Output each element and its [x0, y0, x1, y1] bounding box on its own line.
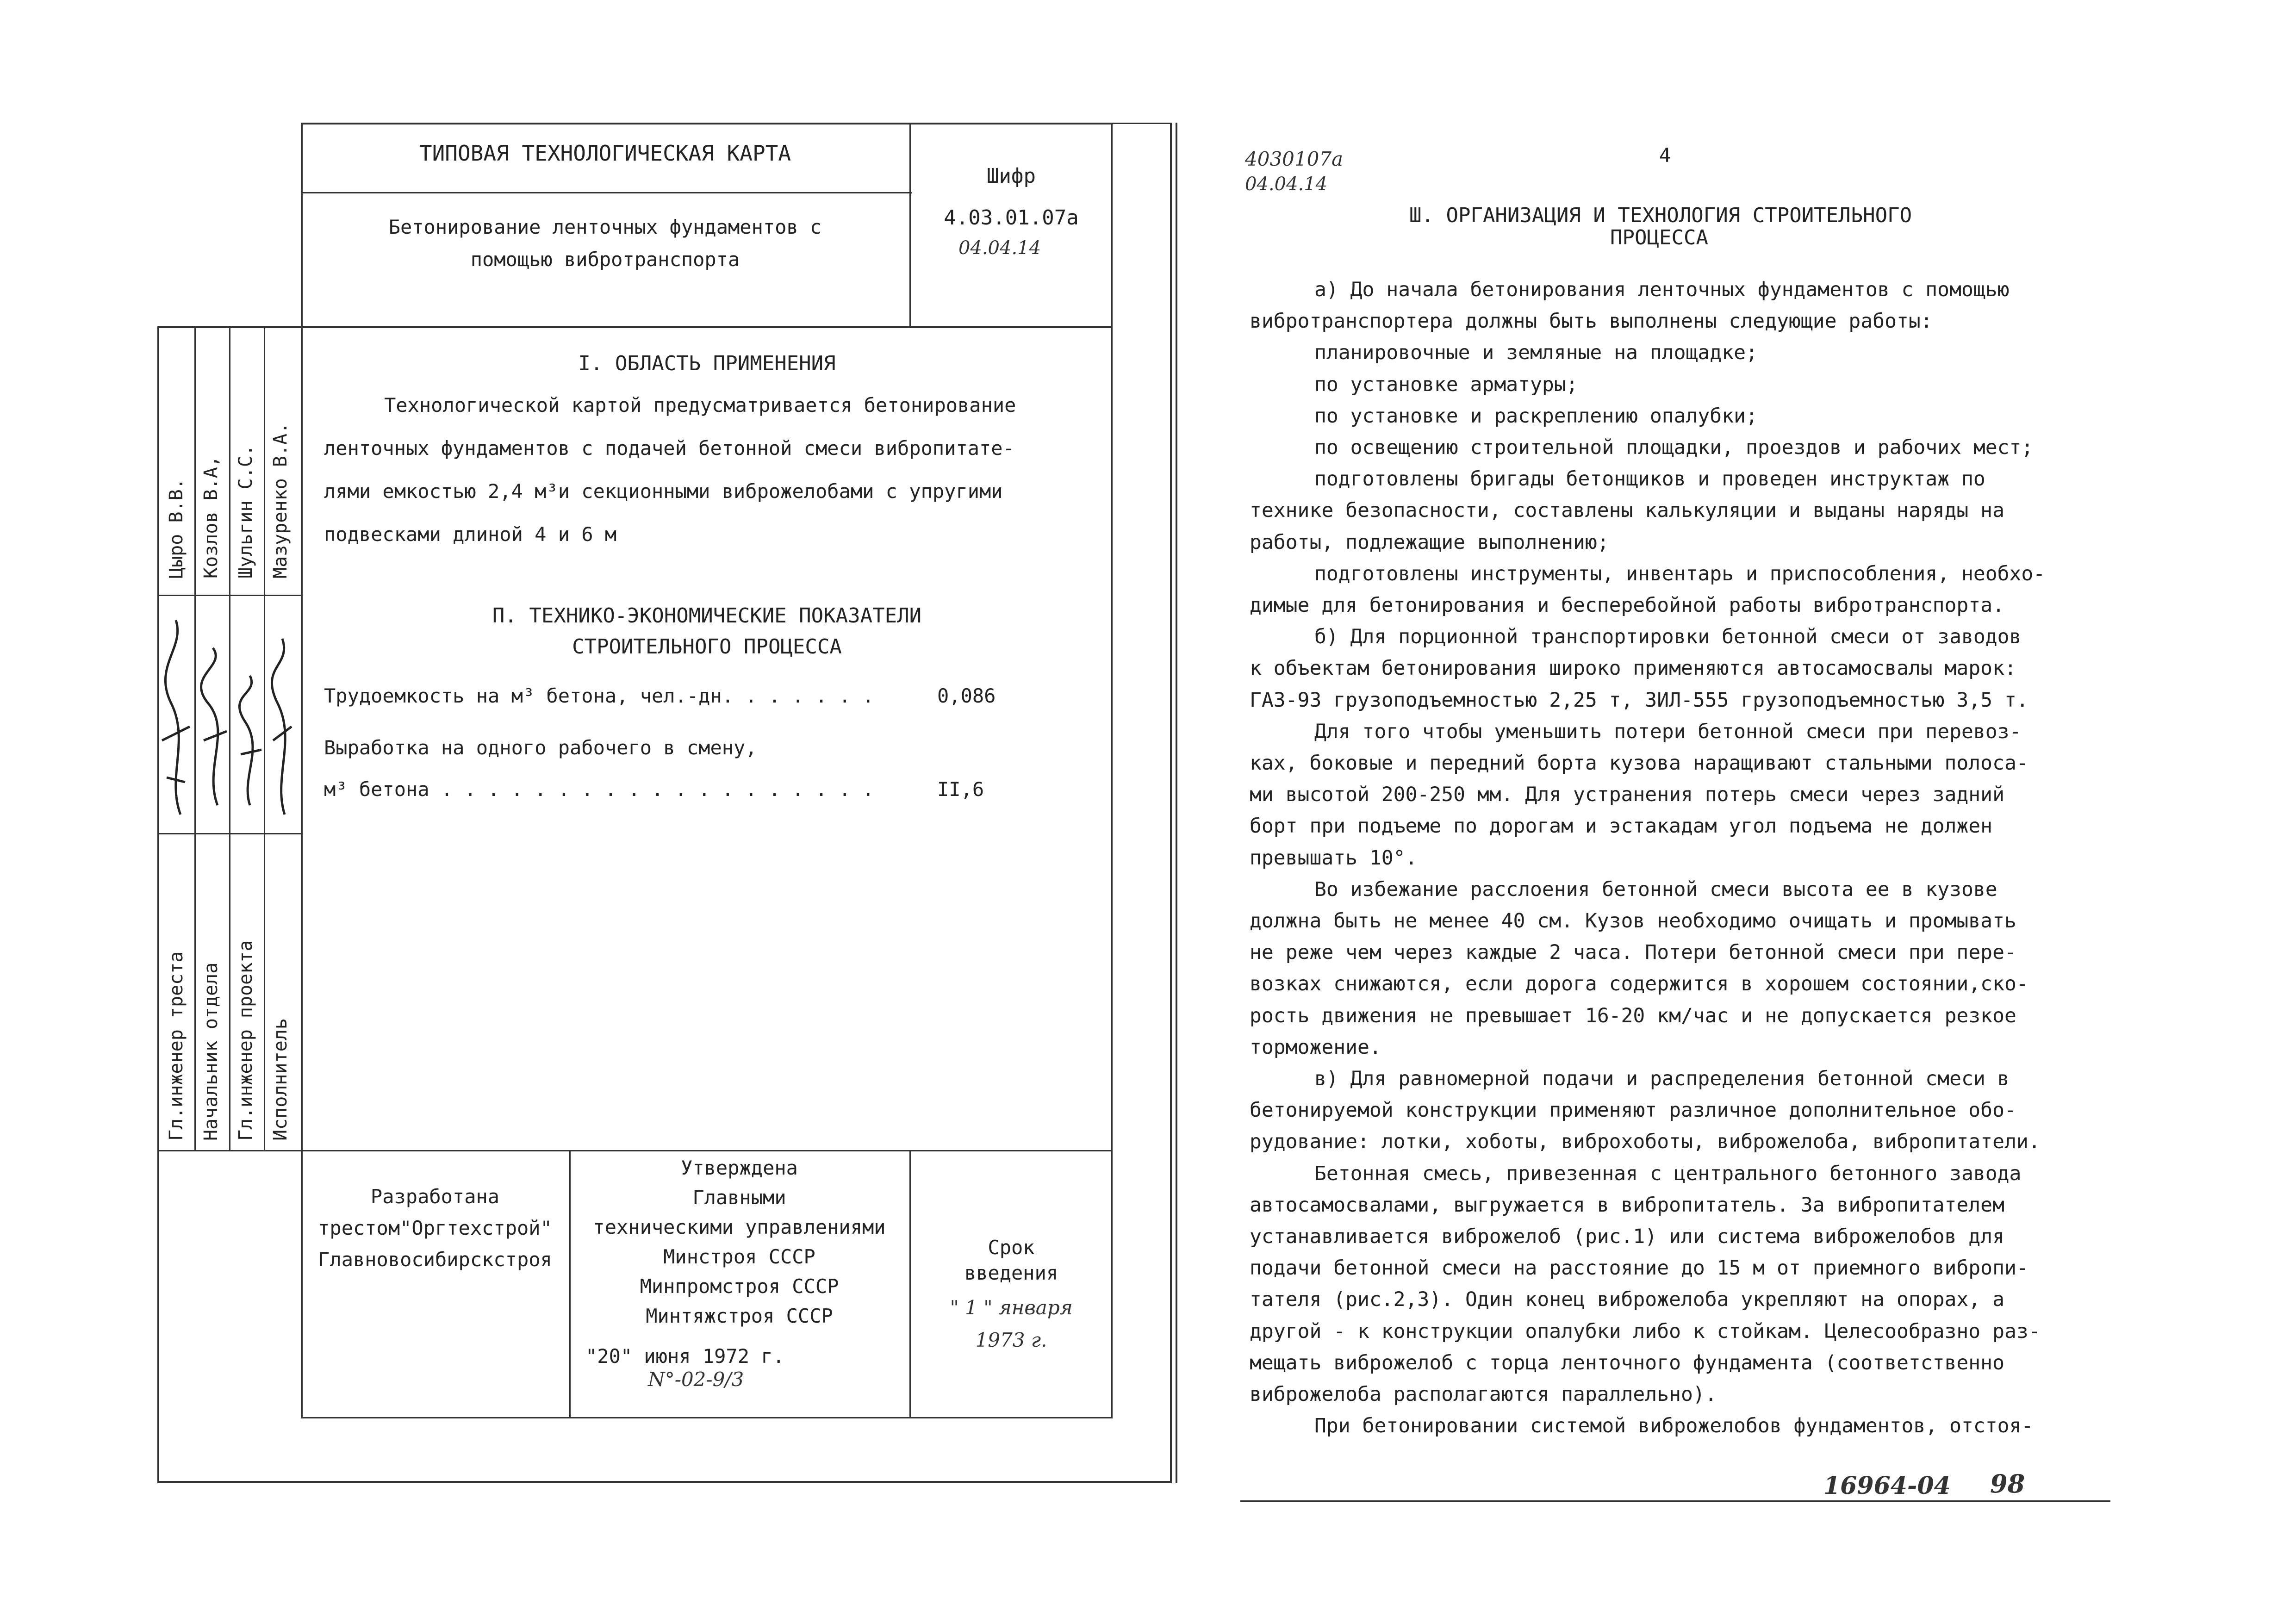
body-line: ми высотой 200-250 мм. Для устранения потерь смеси через задний: [1250, 783, 2004, 807]
approved-line-3: техническими управлениями: [593, 1216, 886, 1238]
body-line: автосамосвалами, выгружается в вибропитатель. За вибропитателем: [1250, 1193, 2004, 1217]
position-2: Начальник отдела: [200, 962, 222, 1141]
approved-line-5: Минпромстроя СССР: [640, 1275, 839, 1298]
body-line: технике безопасности, составлены калькуляции и выданы наряды на: [1250, 499, 2004, 522]
section-3-heading-1: Ш. ОРГАНИЗАЦИЯ И ТЕХНОЛОГИЯ СТРОИТЕЛЬНОГО: [1409, 204, 1912, 227]
body-line: устанавливается виброжелоб (рис.1) или система виброжелобов для: [1250, 1225, 2004, 1248]
body-line: ГАЗ-93 грузоподъемностью 2,25 т, ЗИЛ-555 грузоподъемностью 3,5 т.: [1250, 688, 2028, 712]
body-line: б) Для порционной транспортировки бетонной смеси от заводов: [1314, 625, 2022, 649]
position-1: Гл.инженер треста: [166, 951, 187, 1141]
body-line: мещать виброжелоб с торца ленточного фундамента (соответственно: [1250, 1351, 2004, 1374]
position-3: Гл.инженер проекта: [235, 940, 256, 1141]
body-line: подготовлены бригады бетонщиков и проведен инструктаж по: [1314, 467, 1985, 491]
cipher-handwritten: 04.04.14: [958, 237, 1041, 259]
frame-top-right: [1111, 123, 1171, 124]
cipher-value: 4.03.01.07а: [944, 206, 1079, 230]
section-1-line-2: ленточных фундаментов с подачей бетонной смеси вибропитате-: [324, 437, 1014, 460]
footer-page: 98: [1990, 1469, 2025, 1499]
body-line: подачи бетонной смеси на расстояние до 15 м от приемного вибропи-: [1250, 1256, 2028, 1280]
approved-number: N°-02-9/3: [648, 1368, 744, 1391]
signature-top: [157, 595, 301, 596]
body-line: ках, боковые и передний борта кузова наращивают стальными полоса-: [1250, 752, 2028, 775]
subject-line-2: помощью вибротранспорта: [470, 248, 740, 271]
title-divider: [301, 192, 912, 193]
position-4: Исполнитель: [270, 1018, 291, 1141]
indicator-2-label-1: Выработка на одного рабочего в смену,: [324, 736, 757, 759]
body-line: Во избежание расслоения бетонной смеси высота ее в кузове: [1314, 877, 1997, 901]
term-label-2: введения: [964, 1262, 1058, 1284]
approval-div-2: [909, 1150, 911, 1418]
section-3-heading-2: ПРОЦЕССА: [1610, 226, 1708, 249]
body-line: тателя (рис.2,3). Один конец виброжелоба укрепляют на опорах, а: [1250, 1288, 2004, 1312]
frame-top: [301, 123, 1113, 124]
body-line: другой - к конструкции опалубки либо к стойкам. Целесообразно раз-: [1250, 1319, 2041, 1343]
section-2-heading-1: П. ТЕХНИКО-ЭКОНОМИЧЕСКИЕ ПОКАЗАТЕЛИ: [492, 604, 922, 628]
body-line: борт при подъеме по дорогам и эстакадам угол подъема не должен: [1250, 815, 1993, 838]
section-1-line-1: Технологической картой предусматривается бетонирование: [384, 394, 1016, 417]
indicator-2-label-2: м³ бетона . . . . . . . . . . . . . . . . . . .: [324, 778, 874, 801]
body-line: по освещению строительной площадки, проездов и рабочих мест;: [1314, 436, 2034, 459]
frame-bottom: [157, 1481, 1171, 1483]
developed-line-1: Разработана: [370, 1185, 500, 1208]
developed-line-2: трестом"Оргтехстрой": [318, 1217, 552, 1239]
body-line: должна быть не менее 40 см. Кузов необходимо очищать и промывать: [1250, 909, 2016, 933]
approved-line-1: Утверждена: [681, 1157, 798, 1179]
cipher-label: Шифр: [987, 164, 1036, 188]
body-line: к объектам бетонирования широко применяются автосамосвалы марок:: [1250, 657, 2016, 680]
cipher-divider: [909, 123, 911, 326]
body-line: превышать 10°.: [1250, 846, 1418, 870]
body-line: виброжелоба располагаются параллельно).: [1250, 1383, 1717, 1406]
body-line: рость движения не превышает 16-20 км/час и не допускается резкое: [1250, 1004, 2016, 1027]
side-bottom: [157, 1150, 301, 1151]
body-line: подготовлены инструменты, инвентарь и приспособления, необхо-: [1314, 562, 2046, 585]
body-line: работы, подлежащие выполнению;: [1250, 530, 1609, 554]
body-line: по установке и раскреплению опалубки;: [1314, 404, 1758, 428]
frame-left-inner: [301, 123, 303, 1418]
code-handwritten-2: 04.04.14: [1245, 174, 1328, 195]
body-line: димые для бетонирования и бесперебойной работы вибротранспорта.: [1250, 594, 2004, 617]
signatory-4: Мазуренко В.А.: [270, 422, 291, 578]
section-1-line-3: лями емкостью 2,4 м³и секционными виброжелобами с упругими: [324, 480, 1003, 503]
signatures-image: [111, 602, 296, 824]
approved-line-4: Минстроя СССР: [663, 1245, 815, 1268]
body-line: Для того чтобы уменьшить потери бетонной смеси при перевоз-: [1314, 720, 2022, 743]
approved-line-6: Минтяжстроя СССР: [646, 1305, 833, 1327]
body-line: возках снижаются, если дорога содержится в хорошем состоянии,ско-: [1250, 972, 2028, 996]
signatory-2: Козлов В.А,: [200, 456, 222, 578]
body-line: а) До начала бетонирования ленточных фундаментов с помощью: [1314, 278, 2010, 301]
body-line: торможение.: [1250, 1035, 1381, 1059]
code-handwritten-1: 4030107а: [1245, 148, 1344, 170]
approval-div-1: [569, 1150, 571, 1418]
indicator-2-value: II,6: [937, 778, 984, 801]
approved-line-2: Главными: [692, 1186, 786, 1209]
section-2-heading-2: СТРОИТЕЛЬНОГО ПРОЦЕССА: [572, 635, 842, 659]
signature-bottom: [157, 833, 301, 834]
section-1-heading: I. ОБЛАСТЬ ПРИМЕНЕНИЯ: [578, 352, 836, 375]
body-line: планировочные и земляные на площадке;: [1314, 341, 1758, 365]
approval-bottom: [301, 1417, 1113, 1418]
body-line: бетонируемой конструкции применяют различное дополнительное обо-: [1250, 1099, 2016, 1122]
right-page-fold: [1176, 123, 1177, 1483]
page-number: 4: [1659, 144, 1671, 167]
term-label-1: Срок: [988, 1236, 1035, 1259]
footer-rule: [1240, 1500, 2110, 1502]
document-title: ТИПОВАЯ ТЕХНОЛОГИЧЕСКАЯ КАРТА: [419, 141, 791, 166]
indicator-1-value: 0,086: [937, 684, 996, 707]
body-line: Бетонная смесь, привезенная с центрального бетонного завода: [1314, 1162, 2022, 1185]
term-date: " 1 " января: [950, 1296, 1073, 1319]
frame-right: [1111, 123, 1113, 1418]
header-bottom: [157, 326, 1113, 328]
frame-left-outer: [157, 326, 159, 1483]
frame-far-right: [1170, 123, 1172, 1483]
body-line: рудование: лотки, хоботы, виброхоботы, виброжелоба, вибропитатели.: [1250, 1130, 2041, 1154]
developed-line-3: Главновосибирскстроя: [318, 1248, 552, 1271]
subject-line-1: Бетонирование ленточных фундаментов с: [388, 216, 822, 238]
footer-code: 16964-04: [1823, 1472, 1951, 1500]
approved-date: "20" июня 1972 г.: [585, 1345, 784, 1368]
section-1-line-4: подвесками длиной 4 и 6 м: [324, 523, 617, 546]
signatory-1: Цыро В.В.: [166, 478, 187, 578]
body-line: по установке арматуры;: [1314, 373, 1578, 396]
body-line: При бетонировании системой виброжелобов фундаментов, отстоя-: [1314, 1414, 2034, 1438]
term-year: 1973 г.: [975, 1329, 1047, 1351]
approval-top: [301, 1150, 1113, 1151]
signatory-3: Шульгин С.С.: [235, 445, 256, 578]
body-line: в) Для равномерной подачи и распределения бетонной смеси в: [1314, 1067, 2010, 1090]
body-line: не реже чем через каждые 2 часа. Потери бетонной смеси при пере-: [1250, 941, 2016, 964]
indicator-1-label: Трудоемкость на м³ бетона, чел.-дн. . . . . . .: [324, 684, 874, 707]
body-line: вибротранспортера должны быть выполнены следующие работы:: [1250, 310, 1933, 333]
